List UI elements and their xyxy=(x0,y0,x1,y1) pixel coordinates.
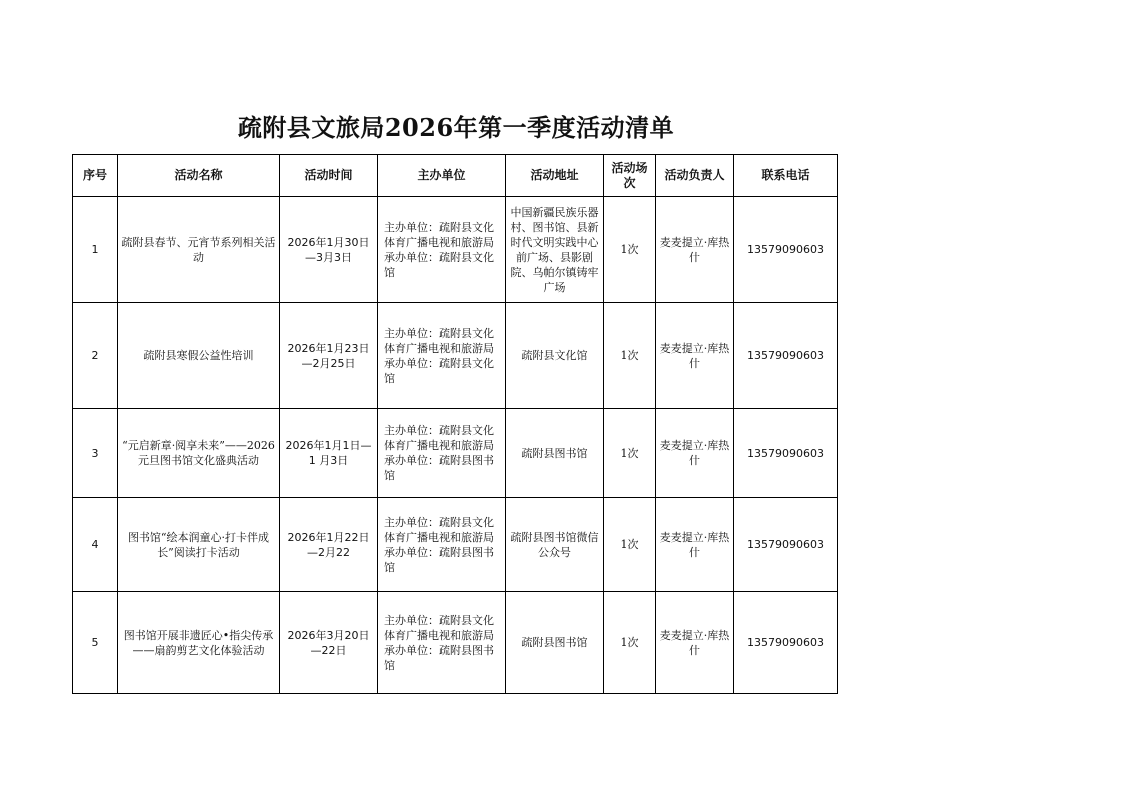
cell-phone: 13579090603 xyxy=(734,592,838,694)
cell-count: 1次 xyxy=(604,303,656,409)
organizer-host: 主办单位：疏附县文化体育广播电视和旅游局 xyxy=(384,424,494,452)
cell-owner: 麦麦提立·库热什 xyxy=(656,303,734,409)
cell-address: 疏附县图书馆 xyxy=(506,409,604,498)
cell-phone: 13579090603 xyxy=(734,498,838,592)
cell-activity-name: “元启新章·阅享未来”——2026 元旦图书馆文化盛典活动 xyxy=(118,409,280,498)
cell-owner: 麦麦提立·库热什 xyxy=(656,592,734,694)
table-row xyxy=(73,197,838,303)
organizer-undertake: 承办单位：疏附县文化馆 xyxy=(384,356,494,385)
header-name: 活动名称 xyxy=(118,155,280,197)
cell-organizer xyxy=(378,592,506,694)
table-row xyxy=(73,303,838,409)
table-header-row xyxy=(73,155,838,197)
header-address: 活动地址 xyxy=(506,155,604,197)
cell-count: 1次 xyxy=(604,498,656,592)
cell-address: 疏附县文化馆 xyxy=(506,303,604,409)
cell-owner: 麦麦提立·库热什 xyxy=(656,197,734,303)
header-seq: 序号 xyxy=(73,155,118,197)
cell-phone: 13579090603 xyxy=(734,303,838,409)
cell-activity-time: 2026年1月30日—3月3日 xyxy=(280,197,378,303)
cell-activity-time: 2026年1月1日—1 月3日 xyxy=(280,409,378,498)
cell-activity-name: 图书馆“绘本润童心·打卡伴成长”阅读打卡活动 xyxy=(118,498,280,592)
cell-address: 疏附县图书馆微信公众号 xyxy=(506,498,604,592)
table-row xyxy=(73,409,838,498)
cell-phone: 13579090603 xyxy=(734,197,838,303)
cell-activity-time: 2026年1月23日—2月25日 xyxy=(280,303,378,409)
organizer-host: 主办单位：疏附县文化体育广播电视和旅游局 xyxy=(384,220,494,249)
cell-organizer xyxy=(378,197,506,303)
organizer-undertake: 承办单位：疏附县图书馆 xyxy=(384,545,494,574)
cell-count: 1次 xyxy=(604,197,656,303)
cell-seq: 3 xyxy=(73,409,118,498)
cell-count: 1次 xyxy=(604,409,656,498)
cell-activity-name: 疏附县寒假公益性培训 xyxy=(118,303,280,409)
cell-organizer xyxy=(378,498,506,592)
cell-seq: 5 xyxy=(73,592,118,694)
table-row xyxy=(73,592,838,694)
organizer-host: 主办单位：疏附县文化体育广播电视和旅游局 xyxy=(384,326,494,355)
cell-phone: 13579090603 xyxy=(734,409,838,498)
cell-seq: 1 xyxy=(73,197,118,303)
cell-seq: 4 xyxy=(73,498,118,592)
cell-seq: 2 xyxy=(73,303,118,409)
cell-organizer xyxy=(378,409,506,498)
table-row xyxy=(73,498,838,592)
cell-owner: 麦麦提立·库热什 xyxy=(656,498,734,592)
header-owner: 活动负责人 xyxy=(656,155,734,197)
cell-count: 1次 xyxy=(604,592,656,694)
organizer-undertake: 承办单位：疏附县图书馆 xyxy=(384,454,494,482)
cell-organizer xyxy=(378,303,506,409)
cell-address: 疏附县图书馆 xyxy=(506,592,604,694)
header-phone: 联系电话 xyxy=(734,155,838,197)
cell-activity-name: 图书馆开展非遗匠心•指尖传承——扇韵剪艺文化体验活动 xyxy=(118,592,280,694)
cell-address: 中国新疆民族乐器村、图书馆、县新时代文明实践中心前广场、县影剧院、乌帕尔镇铸牢广场 xyxy=(506,197,604,303)
activity-table xyxy=(72,154,838,694)
organizer-undertake: 承办单位：疏附县图书馆 xyxy=(384,643,494,672)
cell-activity-name: 疏附县春节、元宵节系列相关活动 xyxy=(118,197,280,303)
organizer-host: 主办单位：疏附县文化体育广播电视和旅游局 xyxy=(384,613,494,642)
header-time: 活动时间 xyxy=(280,155,378,197)
cell-owner: 麦麦提立·库热什 xyxy=(656,409,734,498)
header-count: 活动场次 xyxy=(604,155,656,197)
cell-activity-time: 2026年3月20日—22日 xyxy=(280,592,378,694)
organizer-undertake: 承办单位：疏附县文化馆 xyxy=(384,250,494,279)
cell-activity-time: 2026年1月22日—2月22 xyxy=(280,498,378,592)
organizer-host: 主办单位：疏附县文化体育广播电视和旅游局 xyxy=(384,515,494,544)
header-organizer: 主办单位 xyxy=(378,155,506,197)
page-title: 疏附县文旅局2026年第一季度活动清单 xyxy=(237,113,675,142)
